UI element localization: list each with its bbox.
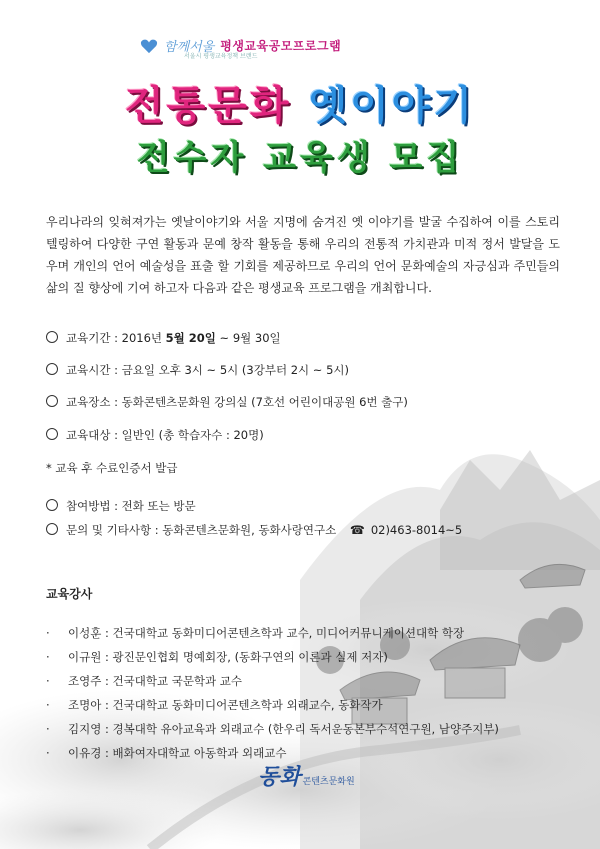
info-target xyxy=(46,427,264,443)
teacher-text: 이규원 : 광진문인협회 명예회장, (동화구연의 이론과 실제 저자) xyxy=(68,650,388,664)
heart-icon xyxy=(140,38,158,54)
teacher-text: 조영주 : 건국대학교 국문학과 교수 xyxy=(68,674,243,688)
circle-bullet-icon xyxy=(46,363,58,375)
info-method xyxy=(46,498,196,514)
info-note: * 교육 후 수료인증서 발급 xyxy=(46,461,178,475)
teacher-text: 이유경 : 배화여자대학교 아동학과 외래교수 xyxy=(68,746,287,760)
donghwa-logo xyxy=(258,760,355,791)
period-start-date: 5월 20일 xyxy=(165,331,216,345)
time-text: 교육시간 : 금요일 오후 3시 ~ 5시 (3강부터 2시 ~ 5시) xyxy=(66,363,349,377)
period-label: 교육기간 : 2016년 xyxy=(66,331,162,345)
info-contact xyxy=(46,522,462,538)
phone-number: 02)463-8014~5 xyxy=(370,523,463,537)
donghwa-logo-big: 동화 xyxy=(258,765,301,790)
teacher-item: · 이규원 : 광진문인협회 명예회장, (동화구연의 이론과 실제 저자) xyxy=(46,650,388,664)
intro-paragraph: 우리나라의 잊혀져가는 옛날이야기와 서울 지명에 숨겨진 옛 이야기를 발굴 수집하여 이를 스토리텔링하여 다양한 구연 활동과 문예 창작 활동을 통해 우리의 전통적 가치관과 미적 정서 발달을 도우며 개인의 언어 예술성을 표출 할 기회를 제공하므로 우리의 언어 문화예술의 자긍심과 주민들의 삶의 질 향상에 기여 하고자 다음과 같은 평생교육 프로그램을 개최합니다. xyxy=(46,215,560,295)
info-period xyxy=(46,330,281,346)
target-text: 교육대상 : 일반인 (총 학습자수 : 20명) xyxy=(66,428,264,442)
circle-bullet-icon xyxy=(46,428,58,440)
teacher-item: · 조명아 : 건국대학교 동화미디어콘텐츠학과 외래교수, 동화작가 xyxy=(46,698,383,712)
teacher-item: · 김지영 : 경복대학 유아교육과 외래교수 (한우리 독서운동본부수석연구원, 남양주지부) xyxy=(46,722,499,736)
circle-bullet-icon xyxy=(46,331,58,343)
teacher-text: 이성훈 : 건국대학교 동화미디어콘텐츠학과 교수, 미디어커뮤니케이션대학 학장 xyxy=(68,626,465,640)
teacher-text: 조명아 : 건국대학교 동화미디어콘텐츠학과 외래교수, 동화작가 xyxy=(68,698,383,712)
teacher-item: · 이유경 : 배화여자대학교 아동학과 외래교수 xyxy=(46,746,287,760)
sub-title: 전수자 교육생 모집 xyxy=(136,138,464,178)
method-text: 참여방법 : 전화 또는 방문 xyxy=(66,499,196,513)
teachers-title: 교육강사 xyxy=(46,587,93,601)
seoul-logo-text: 함께서울 xyxy=(164,40,215,55)
program-header xyxy=(140,36,342,60)
teacher-item: · 이성훈 : 건국대학교 동화미디어콘텐츠학과 교수, 미디어커뮤니케이션대학 학장 xyxy=(46,626,465,640)
seoul-logo-subtext: 서울시 평생교육정책 브랜드 xyxy=(184,53,258,60)
circle-bullet-icon xyxy=(46,523,58,535)
main-title xyxy=(0,74,600,131)
title-part-old-stories: 옛이야기 xyxy=(308,83,476,129)
info-time xyxy=(46,362,349,378)
teacher-text: 김지영 : 경복대학 유아교육과 외래교수 (한우리 독서운동본부수석연구원, 남양주지부) xyxy=(68,722,499,736)
teacher-item: · 조영주 : 건국대학교 국문학과 교수 xyxy=(46,674,243,688)
circle-bullet-icon xyxy=(46,499,58,511)
period-end-date: ~ 9월 30일 xyxy=(219,331,281,345)
phone-icon: ☎ xyxy=(349,523,365,537)
info-place xyxy=(46,394,408,410)
place-text: 교육장소 : 동화콘텐츠문화원 강의실 (7호선 어린이대공원 6번 출구) xyxy=(66,395,408,409)
title-part-traditional-culture: 전통문화 xyxy=(124,83,292,129)
donghwa-logo-small: 콘텐츠문화원 xyxy=(302,777,355,787)
contact-text: 문의 및 기타사항 : 동화콘텐츠문화원, 동화사랑연구소 xyxy=(66,523,337,537)
circle-bullet-icon xyxy=(46,395,58,407)
program-title: 평생교육공모프로그램 xyxy=(220,39,342,53)
